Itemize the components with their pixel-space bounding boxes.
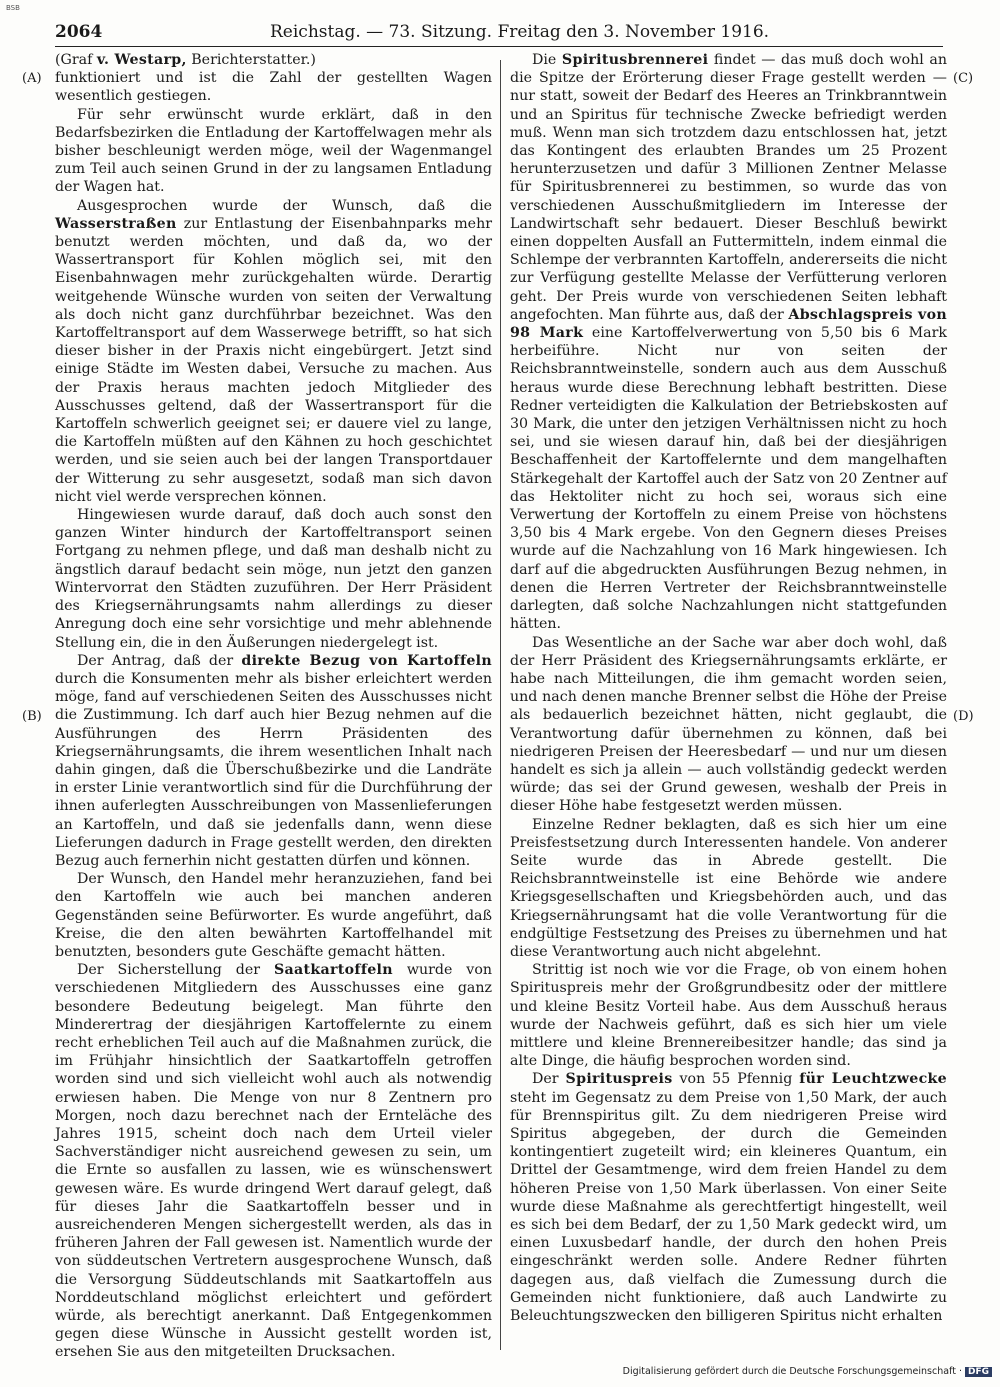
right-column — [510, 51, 947, 1325]
paragraph: Ausgesprochen wurde der Wunsch, daß die Wasserstraßen zur Entlastung der Eisenbahnparks mehr benutzt werden möchten, und daß da, wo der Wassertransport für Kohlen möglich sei, mit den Eisenbahnwagen mehr zurückgehalten würde. Derartig weitgehende Wünsche wurden von seiten der Verwaltung als doch nicht ganz durchführbar bezeichnet. Was den Kartoffeltransport auf dem Wasserwege betrifft, so hat sich dieser bisher in der Praxis nicht eingebürgert. Jetzt sind einige Städte im Westen dabei, Versuche zu machen. Aus der Praxis heraus machten jedoch Mitglieder des Ausschusses geltend, daß der Wassertransport für die Kartoffeln schwerlich geeignet sei; er dauere viel zu lange, die Kartoffeln müßten auf den Kähnen zu hoch geschichtet werden, und sie seien auch bei der langen Transportdauer der Witterung zu sehr ausgesetzt, sodaß man sich davon nicht viel werde versprechen können. — [55, 197, 492, 505]
running-title: Reichstag. — 73. Sitzung. Freitag den 3. November 1916. — [270, 22, 770, 42]
paragraph: Für sehr erwünscht wurde erklärt, daß in den Bedarfsbezirken die Entladung der Kartoffelwagen mehr als bisher beschleunigt werden möge, weil der Wagenmangel zum Teil auch seinen Grund in der zu langsamen Entladung der Wagen hat. — [55, 106, 492, 196]
dfg-logo: DFG — [965, 1367, 992, 1377]
column-divider — [500, 60, 501, 1350]
digitization-footer — [623, 1366, 992, 1377]
margin-marker-d: (D) — [953, 709, 974, 724]
paragraph: Das Wesentliche an der Sache war aber doch wohl, daß der Herr Präsident des Kriegsernährungsamts erklärte, er habe nach Mitteilungen, die ihm gemacht worden seien, und nach denen manche Brenner selbst die Höhe der Preise als bedauerlich bezeichnet hätten, nicht geglaubt, die Verantwortung dafür übernehmen zu können, daß bei niedrigeren Preisen der Heeresbedarf — und nur um diesen handelt es sich ja allein — auch vollständig gedeckt werden würde; das sei der Grund gewesen, weshalb der Preis in dieser Höhe habe festgesetzt werden müssen. — [510, 634, 947, 815]
paragraph: Der Antrag, daß der direkte Bezug von Kartoffeln durch die Konsumenten mehr als bisher erleichtert werden möge, fand auf verschiedenen Seiten des Ausschusses nicht die Zustimmung. Ich darf auch hier Bezug nehmen auf die Ausführungen des Herrn Präsidenten des Kriegsernährungsamts, die ihrem wesentlichen Inhalt nach dahin gingen, daß die Überschußbezirke und die Landräte in erster Linie verantwortlich sind für die Durchführung der ihnen auferlegten Ausschreibungen von Massenlieferungen an Kartoffeln, und daß sie jedenfalls dann, wenn diese Lieferungen dadurch in Frage gestellt werden, den direkten Bezug auch fernerhin nicht gestatten dürfen und können. — [55, 652, 492, 869]
paragraph: Der Spirituspreis von 55 Pfennig für Leuchtzwecke steht im Gegensatz zu dem Preise von 1,50 Mark, der auch für Brennspiritus gilt. Zu dem niedrigeren Preise wird Spiritus abgegeben, der durch die Gemeinden kontingentiert zugeteilt wird; ein kleineres Quantum, ein Drittel der Gesamtmenge, wird dem freien Handel zu dem höheren Preise von 1,50 Mark überlassen. Von einer Seite wurde diese Maßnahme als gerechtfertigt hingestellt, weil es sich bei dem Bedarf, der zu 1,50 Mark gedeckt wird, um einen Luxusbedarf handle, der durch den hohen Preis eingeschränkt werden solle. Andere Redner führten dagegen aus, daß vielfach die Zumessung durch die Gemeinden nicht funktioniere, daß auch Landwirte zu Beleuchtungszwecken den billigeren Spiritus nicht erhalten — [510, 1071, 947, 1325]
page-header — [55, 20, 943, 47]
paragraph: Einzelne Redner beklagten, daß es sich hier um eine Preisfestsetzung durch Interessenten handele. Von anderer Seite wurde das in Abrede gestellt. Die Reichsbranntweinstelle ist eine Behörde wie andere Kriegsgesellschaften und Kriegsbehörden auch, und das Kriegsernährungsamt hat die volle Verantwortung für die endgültige Festsetzung des Preises zu übernehmen und hat diese Verantwortung auch nicht abgelehnt. — [510, 816, 947, 960]
paragraph: Die Spiritusbrennerei findet — das muß doch wohl an die Spitze der Erörterung dieser Frage gestellt werden — nur statt, soweit der Bedarf des Heeres an Trinkbranntwein und an Spiritus für technische Zwecke befriedigt werden muß. Wenn man sich trotzdem dazu entschlossen hat, jetzt das Kontingent des erlaubten Brandes um 25 Prozent herunterzusetzen und dafür 3 Millionen Zentner Melasse für Spiritusbrennerei zu bestimmen, so wurde das von verschiedenen Ausschußmitgliedern im Interesse der Landwirtschaft sehr bedauert. Dieser Beschluß bewirkt einen doppelten Ausfall an Futtermitteln, indem einmal die Schlempe der verbrannten Kartoffeln, andererseits die nicht zur Verfügung gestellte Melasse der Verfütterung verloren geht. Der Preis wurde von verschiedenen Seiten lebhaft angefochten. Man führte aus, daß der Abschlagspreis von 98 Mark eine Kartoffelverwertung von 5,50 bis 6 Mark herbeiführe. Nicht nur von seiten der Reichsbranntweinstelle, sondern auch aus dem Ausschuß heraus wurde diese Berechnung lebhaft bestritten. Diese Redner verteidigten die Kalkulation der Betriebskosten auf 30 Mark, die unter den jetzigen Verhältnissen nicht zu hoch sei, und sie wiesen darauf hin, daß bei der diesjährigen Beschaffenheit der Kartoffelernte und dem mangelhaften Stärkegehalt der Kartoffel auch der Satz von 20 Zentner auf das Hektoliter nicht zu hoch sei, woraus sich eine Verwertung der Kortoffeln zu einem Preise von höchstens 3,50 bis 4 Mark ergebe. Von den Gegnern dieses Preises wurde auf die Nachzahlung von 16 Mark hingewiesen. Ich darf auf die abgedruckten Ausführungen Bezug nehmen, in denen die Herren Vertreter der Reichsbranntweinstelle darlegten, daß solche Nachzahlungen nicht stattgefunden hätten. — [510, 52, 947, 633]
margin-marker-a: (A) — [22, 71, 42, 86]
paragraph: funktioniert und ist die Zahl der gestellten Wagen wesentlich gestiegen. — [55, 70, 492, 105]
paragraph: Hingewiesen wurde darauf, daß doch auch sonst den ganzen Winter hindurch der Kartoffeltransport seinen Fortgang zu nehmen pflege, und daß man deshalb nicht zu ängstlich darauf bedacht sein möge, nun jetzt den ganzen Wintervorrat den Städten zuzuführen. Der Herr Präsident des Kriegsernährungsamts nahm allerdings zu dieser Anregung doch eine sehr vorsichtige und mehr ablehnende Stellung ein, die in den Äußerungen niedergelegt ist. — [55, 507, 492, 651]
margin-marker-b: (B) — [22, 709, 42, 724]
paragraph: Strittig ist noch wie vor die Frage, ob von einem hohen Spirituspreis mehr der Großgrundbesitz oder der mittlere und kleine Besitz Vorteil habe. Aus dem Ausschuß heraus wurde der Nachweis geführt, daß es sich hier um viele mittlere und kleine Brennereibesitzer handle; das sind ja alte Dinge, die häufig besprochen worden sind. — [510, 962, 947, 1070]
page-number: 2064 — [55, 22, 103, 42]
library-tag: BSB — [6, 4, 20, 12]
left-column — [55, 51, 492, 1362]
footer-text: Digitalisierung gefördert durch die Deutsche Forschungsgemeinschaft · — [622, 1366, 962, 1377]
paragraph: Der Wunsch, den Handel mehr heranzuziehen, fand bei den Kartoffeln wie auch bei manchen anderen Gegenständen seine Befürworter. Es wurde angeführt, daß Kreise, die den alten bewährten Kartoffelhandel mit benutzten, besonders gute Geschäfte gemacht hätten. — [55, 871, 492, 960]
margin-marker-c: (C) — [953, 71, 974, 86]
speaker-line: (Graf v. Westarp, Berichterstatter.) — [55, 52, 316, 68]
paragraph: Der Sicherstellung der Saatkartoffeln wurde von verschiedenen Mitgliedern des Ausschusses eine ganz besondere Bedeutung beigelegt. Man führte den Minderertrag der diesjährigen Kartoffelernte zu einem recht erheblichen Teil auch auf die Maßnahmen zurück, die im Frühjahr hinsichtlich der Saatkartoffeln getroffen worden sind und sich vielleicht wohl auch als notwendig erwiesen haben. Die Menge von nur 8 Zentnern pro Morgen, noch dazu berechnet nach der Ernteläche des Jahres 1915, scheint doch nach dem Urteil vieler Sachverständiger nicht ausreichend gewesen zu sein, um die Ernte so ausfallen zu lassen, wie es wünschenswert gewesen wäre. Es wurde dringend Wert darauf gelegt, daß für dieses Jahr die Saatkartoffeln besser und in ausreichenderen Mengen sichergestellt werden, als das in früheren Jahren der Fall gewesen ist. Namentlich wurde der von süddeutschen Vertretern ausgesprochene Wunsch, daß die Versorgung Süddeutschlands mit Saatkartoffeln aus Norddeutschland möglichst erleichtert und gefördert würde, als berechtigt anerkannt. Daß Entgegenkommen gegen diese Wünsche in Aussicht gestellt worden ist, ersehen Sie aus den mitgeteilten Drucksachen. — [55, 962, 493, 1361]
